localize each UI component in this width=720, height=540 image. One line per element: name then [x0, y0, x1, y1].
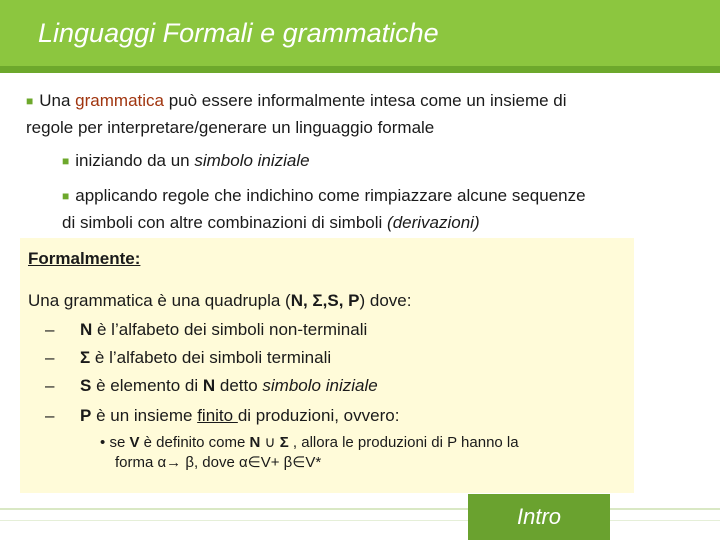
square-bullet-icon: ■: [62, 189, 70, 203]
bullet-2: ■ iniziando da un simbolo iniziale: [62, 151, 310, 170]
definition-item: – P è un insieme finito di produzioni, ovvero:: [45, 406, 400, 425]
definition-item: – N è l’alfabeto dei simboli non-terminali: [45, 320, 368, 339]
productions-subbullet: • se V è definito come N ∪ Σ , allora le produzioni di P hanno la forma α→ β, dove α∈V+ β∈V*: [100, 434, 519, 471]
footer-divider: [0, 520, 720, 521]
slide-title: Linguaggi Formali e grammatiche: [38, 18, 439, 48]
box-heading: Formalmente:: [28, 249, 141, 268]
bullet-1: ■ Una grammatica può essere informalmente intesa come un insieme di regole per interpretare/generare un linguaggio formale: [26, 91, 567, 137]
footer-divider: [0, 508, 720, 510]
square-bullet-icon: ■: [26, 94, 34, 108]
intro-nav-button[interactable]: Intro: [468, 494, 610, 540]
square-bullet-icon: ■: [62, 154, 70, 168]
box-intro: Una grammatica è una quadrupla (N, Σ,S, P) dove:: [28, 291, 412, 310]
definition-box: [20, 238, 634, 493]
definition-item: – Σ è l’alfabeto dei simboli terminali: [45, 348, 332, 367]
bullet-3: ■ applicando regole che indichino come rimpiazzare alcune sequenze di simboli con altre combinazioni di simboli (derivazioni): [62, 186, 586, 232]
definition-item: – S è elemento di N detto simbolo iniziale: [45, 376, 378, 395]
highlight-term: grammatica: [75, 91, 164, 110]
title-underline: [0, 66, 720, 73]
